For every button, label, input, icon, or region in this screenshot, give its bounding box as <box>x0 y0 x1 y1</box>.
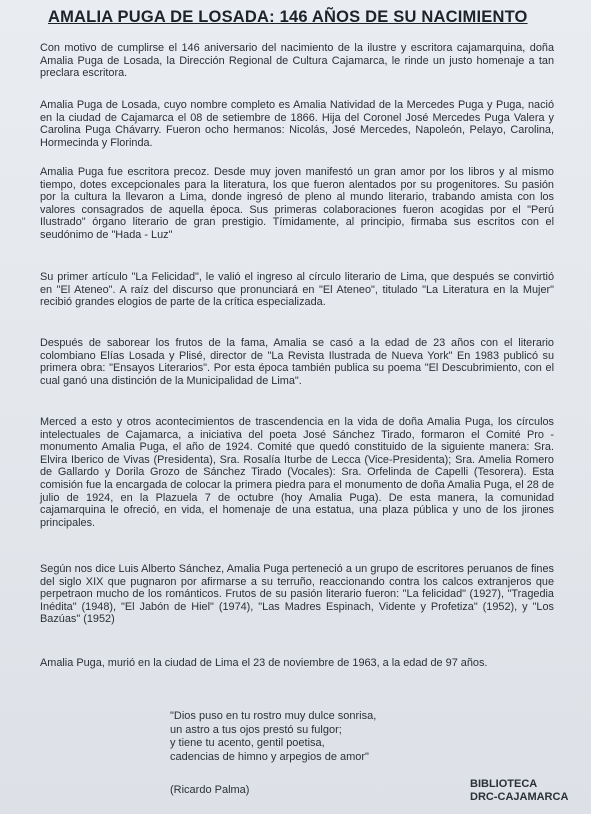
poem-line: cadencias de himno y arpegios de amor" <box>170 750 369 763</box>
document-title: AMALIA PUGA DE LOSADA: 146 AÑOS DE SU NACIMIENTO <box>48 8 528 26</box>
paragraph-first-article: Su primer artículo "La Felicidad", le valió el ingreso al círculo literario de Lima, que después se convirtió en "El Ateneo". A raíz del discurso que pronunciará en "El Ateneo", titulado "La Literatura en la Mujer" recibió grandes elogios de parte de la crítica especializada. <box>40 271 554 309</box>
paragraph-early-career: Amalia Puga fue escritora precoz. Desde muy joven manifestó un gran amor por los libros y al mismo tiempo, dotes excepcionales para la literatura, los que fueron alentados por su progenitores. Su pasión por la cultura la llevaron a Lima, donde ingresó de pleno al mundo literario, trabando amista con los valores consagrados de aquella época. Sus primeras colaboraciones fueron acogidas por el "Perú Ilustrado" órgano literario de gran prestigio. Tímidamente, al principio, firmaba sus escritos con el seudónimo de "Hada - Luz" <box>40 166 554 241</box>
paragraph-biography: Amalia Puga de Losada, cuyo nombre completo es Amalia Natividad de la Mercedes Puga y Puga, nació en la ciudad de Cajamarca el 08 de setiembre de 1866. Hija del Coronel José Mercedes Puga Valera y Carolina Puga Chávarry. Fueron ocho hermanos: Nicolás, José Mercedes, Napoleón, Pelayo, Carolina, Hormecinda y Florinda. <box>40 99 554 149</box>
library-signature <box>470 778 568 804</box>
paragraph-monument: Merced a esto y otros acontecimientos de trascendencia en la vida de doña Amalia Puga, los círculos intelectuales de Cajamarca, a iniciativa del poeta José Sánchez Tirado, formaron el Comité Pro - monumento Amalia Puga, el año de 1924. Comité que quedó constituido de la siguiente manera: Sra. Elvira Iberico de Vivas (Presidenta), Sra. Rosalía Iturbe de Lecca (Vice-Presidenta); Sra. Amelia Romero de Gallardo y Dorila Grozo de Sánchez Tirado (Vocales): Sra. Orfelinda de Capelli (Tesorera). Esta comisión fue la encargada de colocar la primera piedra para el monumento de doña Amalia Puga, el 28 de julio de 1924, en la Plazuela 7 de octubre (hoy Amalia Puga). De esta manera, la comunidad cajamarquina le ofreció, en vida, el homenaje de una estatua, una plaza pública y uno de los jirones principales. <box>40 416 554 529</box>
poem-line: un astro a tus ojos prestó su fulgor; <box>170 723 342 736</box>
library-org: DRC-CAJAMARCA <box>470 791 569 803</box>
paragraph-death: Amalia Puga, murió en la ciudad de Lima el 23 de noviembre de 1963, a la edad de 97 años. <box>40 657 488 669</box>
poem-author: (Ricardo Palma) <box>170 784 250 796</box>
poem-line: "Dios puso en tu rostro muy dulce sonrisa, <box>170 710 377 722</box>
paragraph-marriage: Después de saborear los frutos de la fama, Amalia se casó a la edad de 23 años con el literario colombiano Elías Losada y Plisé, director de "La Revista Ilustrada de Nueva York" En 1983 publicó su primera obra: "Ensayos Literarios". Por esta época también publica su poema "El Descubrimiento, con el cual ganó una distinción de la Municipalidad de Lima". <box>40 337 554 387</box>
paragraph-works: Según nos dice Luis Alberto Sánchez, Amalia Puga perteneció a un grupo de escritores peruanos de fines del siglo XIX que pugnaron por afirmarse a su terruño, reaccionando contra los calcos extranjeros que perpetraon mucho de los románticos. Frutos de su pasión literario fueron: "La felicidad" (1927), "Tragedia Inédita" (1948), "El Jabón de Hiel" (1974), "Las Madres Espinach, Vidente y Profetiza" (1952), y "Los Bazúas" (1952) <box>40 563 554 626</box>
paragraph-intro: Con motivo de cumplirse el 146 aniversario del nacimiento de la ilustre y escritora cajamarquina, doña Amalia Puga de Losada, la Dirección Regional de Cultura Cajamarca, le rinde un justo homenaje a tan preclara escritora. <box>40 42 554 80</box>
library-name: BIBLIOTECA <box>470 778 538 790</box>
poem-line: y tiene tu acento, gentil poetisa, <box>170 737 325 749</box>
poem-quote <box>170 710 440 764</box>
